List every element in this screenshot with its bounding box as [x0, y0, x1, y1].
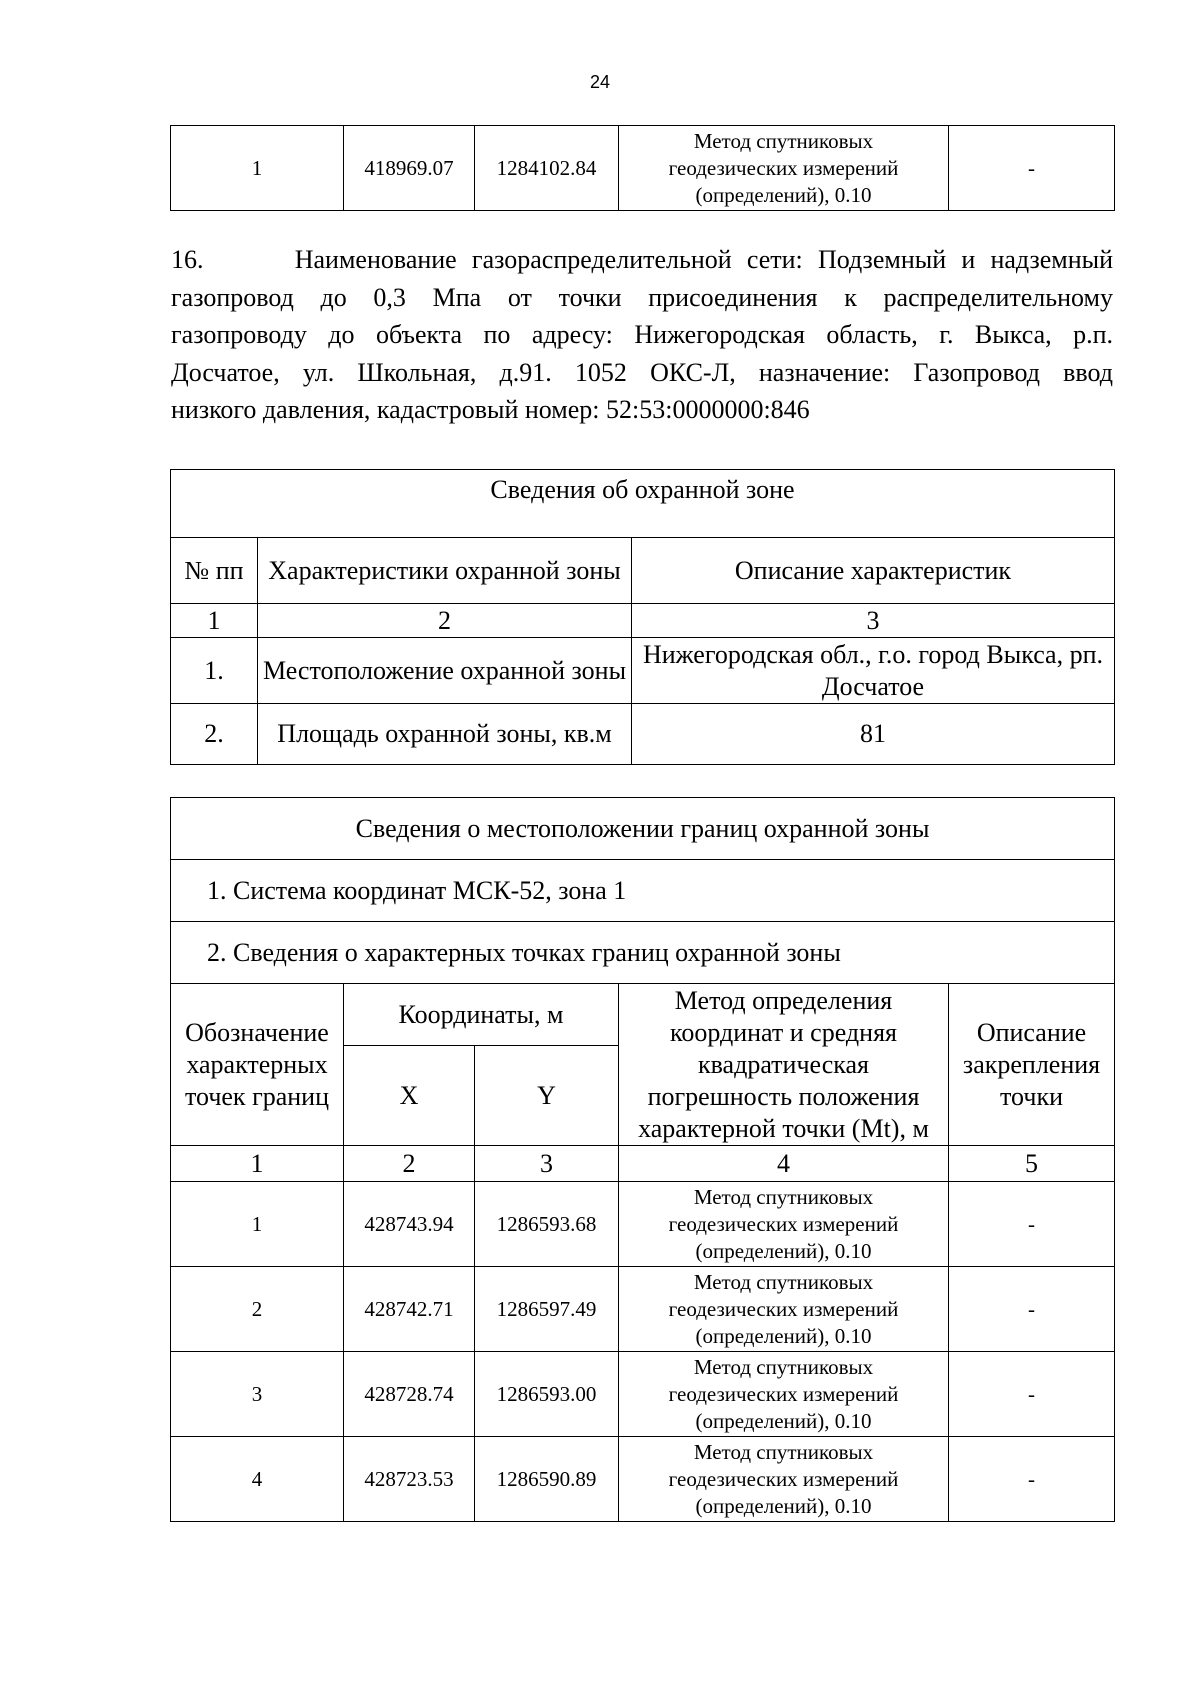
coord-y: 1286597.49: [475, 1267, 619, 1352]
row-description: 81: [632, 704, 1115, 765]
coord-y: 1284102.84: [475, 126, 619, 211]
zone-info-table: [170, 469, 1115, 765]
col-number: 1: [171, 604, 258, 638]
table-title-row: [171, 470, 1115, 538]
point-description: -: [949, 126, 1115, 211]
paragraph-line: газопровод до 0,3 Мпа от точки присоединения к распределительному: [171, 282, 1113, 312]
table-row: [171, 638, 1115, 704]
point-number: 4: [171, 1437, 344, 1522]
boundaries-table-title: Сведения о местоположении границ охранной зоны: [171, 798, 1115, 860]
header-description: Описание характеристик: [632, 538, 1115, 604]
header-method: Метод определения координат и средняя квадратическая погрешность положения характерной точки (Mt), м: [619, 984, 949, 1146]
header-y: Y: [475, 1046, 619, 1146]
points-caption: 2. Сведения о характерных точках границ охранной зоны: [171, 922, 1115, 984]
col-number: 2: [258, 604, 632, 638]
header-x: X: [344, 1046, 475, 1146]
table-row: [171, 1352, 1115, 1437]
row-num: 2.: [171, 704, 258, 765]
continuation-table: [170, 125, 1115, 211]
col-number: 4: [619, 1146, 949, 1182]
table-row: [171, 126, 1115, 211]
point-number: 3: [171, 1352, 344, 1437]
boundaries-table: [170, 797, 1115, 1522]
coord-x: 418969.07: [344, 126, 475, 211]
table-row: [171, 704, 1115, 765]
column-numbers-row: [171, 1146, 1115, 1182]
method-cell: Метод спутниковых геодезических измерений (определений), 0.10: [619, 1437, 949, 1522]
point-number: 1: [171, 126, 344, 211]
row-description: Нижегородская обл., г.о. город Выкса, рп. Досчатое: [632, 638, 1115, 704]
header-coordinates: Координаты, м: [344, 984, 619, 1046]
header-description: Описание закрепления точки: [949, 984, 1115, 1146]
col-number: 1: [171, 1146, 344, 1182]
table-row: [171, 1437, 1115, 1522]
coord-x: 428742.71: [344, 1267, 475, 1352]
point-number: 1: [171, 1182, 344, 1267]
table-title-row: [171, 798, 1115, 860]
method-cell: Метод спутниковых геодезических измерений (определений), 0.10: [619, 1182, 949, 1267]
paragraph-line: 16. Наименование газораспределительной сети: Подземный и надземный: [171, 245, 1113, 274]
col-number: 5: [949, 1146, 1115, 1182]
coordinate-system: 1. Система координат МСК-52, зона 1: [171, 860, 1115, 922]
point-number: 2: [171, 1267, 344, 1352]
paragraph-line: низкого давления, кадастровый номер: 52:53:0000000:846: [171, 395, 810, 424]
coord-y: 1286593.00: [475, 1352, 619, 1437]
row-num: 1.: [171, 638, 258, 704]
coord-x: 428743.94: [344, 1182, 475, 1267]
method-cell: Метод спутниковых геодезических измерений (определений), 0.10: [619, 126, 949, 211]
col-number: 3: [632, 604, 1115, 638]
coord-x: 428723.53: [344, 1437, 475, 1522]
network-description: [171, 241, 1113, 429]
header-characteristic: Характеристики охранной зоны: [258, 538, 632, 604]
paragraph-line: газопроводу до объекта по адресу: Нижегородская область, г. Выкса, р.п.: [171, 320, 1113, 349]
page-number: 24: [589, 72, 611, 92]
row-characteristic: Местоположение охранной зоны: [258, 638, 632, 704]
point-description: -: [949, 1267, 1115, 1352]
coord-y: 1286593.68: [475, 1182, 619, 1267]
points-caption-row: [171, 922, 1115, 984]
table-header-row: [171, 984, 1115, 1046]
method-cell: Метод спутниковых геодезических измерений (определений), 0.10: [619, 1352, 949, 1437]
column-numbers-row: [171, 604, 1115, 638]
table-row: [171, 1267, 1115, 1352]
point-description: -: [949, 1182, 1115, 1267]
table-header-row: [171, 538, 1115, 604]
method-cell: Метод спутниковых геодезических измерений (определений), 0.10: [619, 1267, 949, 1352]
col-number: 3: [475, 1146, 619, 1182]
zone-table-title: Сведения об охранной зоне: [171, 470, 1115, 538]
table-row: [171, 1182, 1115, 1267]
header-num: № пп: [171, 538, 258, 604]
paragraph-line: Досчатое, ул. Школьная, д.91. 1052 ОКС-Л, назначение: Газопровод ввод: [171, 357, 1113, 387]
col-number: 2: [344, 1146, 475, 1182]
coord-x: 428728.74: [344, 1352, 475, 1437]
coord-y: 1286590.89: [475, 1437, 619, 1522]
point-description: -: [949, 1352, 1115, 1437]
coordinate-system-row: [171, 860, 1115, 922]
point-description: -: [949, 1437, 1115, 1522]
header-designation: Обозначение характерных точек границ: [171, 984, 344, 1146]
row-characteristic: Площадь охранной зоны, кв.м: [258, 704, 632, 765]
